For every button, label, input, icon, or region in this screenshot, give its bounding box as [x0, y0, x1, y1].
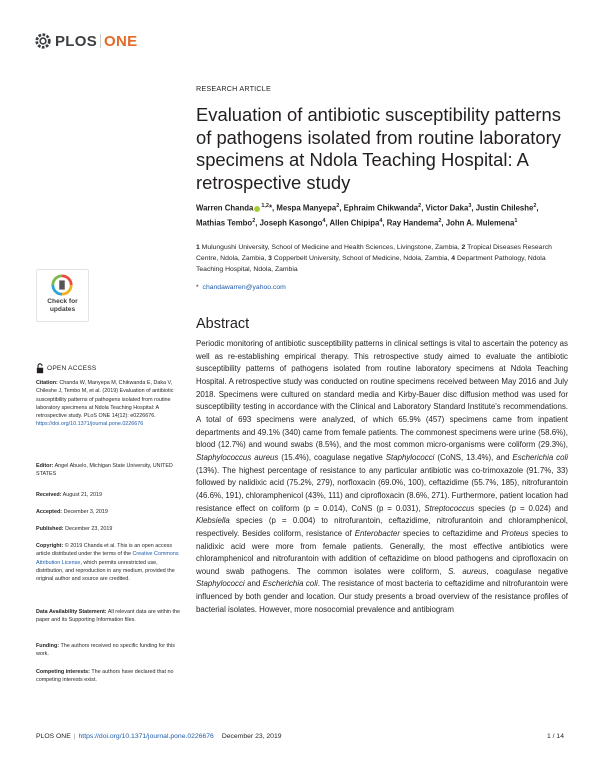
author-name: Warren Chanda: [196, 203, 254, 213]
abstract-text-segment: (13%). The highest percentage of resistance to any particular antibiotic was co-trimoxazole (91.7%, 33) followed by nalidixic acid (75.2%, 279), norfloxacin (69.0%, 100), ceftazidime (55.7%, 185), nitrofurantoin (46.6%, 191), chloramphenicol (43%, 111) and ciprofloxacin (8.6%, 271). Furthermore, patient location had resistance effect on coliform (p = 0.014), CoNS (p = 0.031),: [196, 465, 568, 513]
funding-text: The authors received no specific funding for this work.: [36, 643, 175, 658]
abstract-text-segment: (15.4%), coagulase negative: [278, 452, 386, 462]
corresponding-email-line: [196, 284, 286, 291]
open-access-badge: [36, 363, 96, 374]
data-availability-block: [36, 608, 183, 625]
footer-journal: PLOS ONE: [36, 733, 71, 740]
author-affiliation-sup: 2: [336, 203, 340, 209]
abstract-species-name: Streptococcus: [424, 503, 475, 513]
corresponding-star: *: [196, 284, 199, 291]
abstract-text-segment: species (p = 0.024) and: [474, 503, 568, 513]
affiliations: [196, 242, 568, 275]
author-affiliation-sup: 1: [514, 217, 518, 224]
abstract-species-name: Staphylococci: [385, 452, 435, 462]
abstract-species-name: Escherichia coli: [262, 579, 318, 589]
abstract-text-segment: species to ceftazidime and: [399, 528, 502, 538]
abstract-text-segment: (CoNS, 13.4%), and: [434, 452, 513, 462]
affiliation-number: 3: [268, 255, 274, 262]
abstract-text-segment: species to nalidixic acid were more from female patients. Generally, the most effective antibiotics were chloramphenicol and nitrofurantoin with addition of ceftazidime on blood pathogens and ciprofloxacin on wound swab pathogens. The common isolates were coliform,: [196, 528, 568, 576]
citation-block: [36, 379, 183, 429]
check-for-updates-button[interactable]: [36, 269, 89, 322]
article-type: RESEARCH ARTICLE: [196, 84, 271, 93]
affiliation-text: Mulungushi University, School of Medicine and Health Sciences, Livingstone, Zambia,: [201, 244, 462, 251]
author-name: Joseph Kasongo: [259, 218, 323, 228]
author-affiliation-sup: 4: [379, 217, 383, 224]
author-affiliation-sup: 4: [322, 217, 326, 224]
article-title: Evaluation of antibiotic susceptibility patterns of pathogens isolated from routine laboratory specimens at Ndola Teaching Hospital: A retrospective study: [196, 104, 561, 193]
orcid-icon[interactable]: [254, 206, 260, 212]
affiliation-text: Tropical Diseases Research Centre, Ndola, Zambia,: [196, 244, 552, 262]
author-affiliation-sup: 2: [418, 203, 422, 209]
editor-text: Angel Abuelo, Michigan State University, UNITED STATES: [36, 463, 173, 478]
author-affiliation-sup: 1,2: [261, 203, 269, 209]
affiliation-number: 4: [451, 255, 457, 262]
copyright-text-1: © 2019 Chanda et al. This is an open access article distributed under the terms of the: [36, 543, 173, 558]
competing-interests-block: [36, 668, 183, 685]
abstract-species-name: Enterobacter: [354, 528, 400, 538]
published-label: Published:: [36, 526, 64, 532]
author-name: Ephraim Chikwanda: [343, 203, 419, 213]
competing-interests-text: The authors have declared that no competing interests exist.: [36, 669, 174, 684]
funding-block: [36, 642, 183, 659]
open-access-label: OPEN ACCESS: [47, 365, 97, 372]
received-block: [36, 491, 183, 499]
affiliation-number: 1: [196, 244, 202, 251]
abstract-species-name: Escherichia coli: [512, 452, 568, 462]
check-updates-line1: Check for: [47, 298, 78, 305]
author-name: Mespa Manyepa: [276, 203, 337, 213]
author-name: John A. Mulemena: [445, 218, 515, 228]
editor-block: [36, 462, 183, 479]
author-affiliation-sup: 2: [533, 203, 537, 209]
data-availability-text: All relevant data are within the paper and its Supporting Information files.: [36, 609, 181, 624]
logo-divider: [100, 34, 101, 48]
citation-text: Chanda W, Manyepa M, Chikwanda E, Daka V, Chileshe J, Tembo M, et al. (2019) Evaluation of antibiotic susceptibility patterns of pathogens isolated from routine laboratory specimens at Ndola Teaching Hospital: A retrospective study. PLoS ONE 14(12): e0226676.: [36, 380, 174, 420]
accepted-label: Accepted:: [36, 509, 63, 515]
author-name: Allen Chipipa: [329, 218, 380, 228]
author-name: Justin Chileshe: [475, 203, 534, 213]
footer-doi-link[interactable]: https://doi.org/10.1371/journal.pone.0226676: [78, 733, 214, 740]
footer-date: December 23, 2019: [221, 733, 282, 740]
accepted-block: [36, 508, 183, 516]
accepted-date: December 3, 2019: [63, 509, 108, 515]
affiliation-text: Copperbelt University, School of Medicine, Ndola, Zambia,: [273, 255, 452, 262]
citation-label: Citation:: [36, 380, 58, 386]
abstract-text-segment: , coagulase negative: [486, 566, 568, 576]
corresponding-author-mark: *: [269, 203, 273, 213]
abstract-species-name: Staphylococcus aureus: [196, 452, 279, 462]
license-link[interactable]: Creative Commons Attribution License: [36, 551, 179, 566]
brand-one: ONE: [104, 32, 138, 50]
page-footer: PLOS ONE | https://doi.org/10.1371/journal.pone.0226676 December 23, 2019: [36, 733, 282, 740]
author-affiliation-sup: 2: [252, 217, 256, 224]
abstract-text-segment: . The resistance of most bacteria to ceftazidime and nitrofurantoin were influenced by both gender and location. Our study presents a broad overview of the resistance profiles of bacterial isolates. However, more nosocomial prevalence and antibiogram: [196, 579, 568, 614]
check-updates-line2: updates: [49, 306, 76, 313]
abstract-text-segment: species (p = 0.004) to nitrofurantoin, ceftazidime, nitrofurantoin and chloramphenicol, respectively. Besides coliform, resistance of: [196, 516, 568, 538]
copyright-block: [36, 542, 183, 583]
published-block: [36, 525, 183, 533]
abstract-species-name: S. aureus: [448, 566, 487, 576]
copyright-text-2: , which permits unrestricted use, distribution, and reproduction in any medium, provided the original author and source are credited.: [36, 559, 175, 583]
data-availability-label: Data Availability Statement:: [36, 609, 107, 615]
received-label: Received:: [36, 492, 62, 498]
abstract-text-segment: Periodic monitoring of antibiotic susceptibility patterns in clinical settings is vital to ascertain the potency as well as re-establishing empirical therapy. This retrospective study aimed to evaluate the antibiotic susceptibility patterns of pathogens isolated from routine laboratory specimens at Ndola Teaching Hospital. A retrospective study was conducted on routine specimens received between May 2016 and July 2018. Specimens were cultured on standard media and Kirby-Bauer disc diffusion method was used for susceptibility testing in accordance with the Clinical and Laboratory Standard Institute's recommendations. A total of 693 specimens were analyzed, of which 65.9% (457) specimens came from inpatient departments and 49.1% (340) came from female patients. The commonest specimens were urine (58.6%), blood (12.7%) and wound swabs (8.5%), and the most common micro-organisms were coliform (29.3%),: [196, 339, 568, 450]
received-date: August 21, 2019: [62, 492, 102, 498]
affiliation-text: Department Pathology, Ndola Teaching Hospital, Ndola, Zambia: [196, 255, 546, 273]
plos-one-logo[interactable]: [34, 30, 137, 52]
abstract-species-name: Staphylococci: [196, 579, 245, 589]
author-name: Mathias Tembo: [196, 218, 253, 228]
author-affiliation-sup: 2: [438, 217, 442, 224]
author-list: Warren Chanda $^{1,2}$*, Mespa Manyepa$^2$, Ephraim Chikwanda$^2$, Victor Daka$^3$, Justin Chileshe$^2$, Mathias Tembo$^2$, Joseph Kasongo$^4$, Allen Chipipa$^4$, Ray Handema$^2$, John A. Mulemena$^1$: [196, 203, 539, 228]
editor-label: Editor:: [36, 463, 54, 469]
abstract-species-name: Klebsiella: [196, 516, 230, 526]
check-updates-icon: [51, 274, 73, 296]
brand-plos: PLOS: [55, 32, 98, 50]
published-date: December 23, 2019: [65, 526, 113, 532]
abstract-body: [196, 338, 568, 616]
open-lock-icon: [36, 363, 44, 374]
abstract-heading: Abstract: [196, 316, 250, 332]
copyright-label: Copyright:: [36, 543, 64, 549]
corresponding-email-link[interactable]: chandawarren@yahoo.com: [202, 284, 286, 291]
affiliation-number: 2: [461, 244, 468, 251]
author-name: Victor Daka: [425, 203, 469, 213]
author-name: Ray Handema: [386, 218, 439, 228]
citation-doi-link[interactable]: https://doi.org/10.1371/journal.pone.0226676: [36, 421, 144, 428]
abstract-text-segment: and: [244, 579, 263, 589]
author-affiliation-sup: 3: [468, 203, 472, 209]
funding-label: Funding:: [36, 643, 60, 649]
competing-interests-label: Competing interests:: [36, 669, 90, 675]
abstract-species-name: Proteus: [501, 528, 529, 538]
plos-gear-icon: [34, 32, 52, 50]
page-number: 1 / 14: [546, 733, 564, 740]
